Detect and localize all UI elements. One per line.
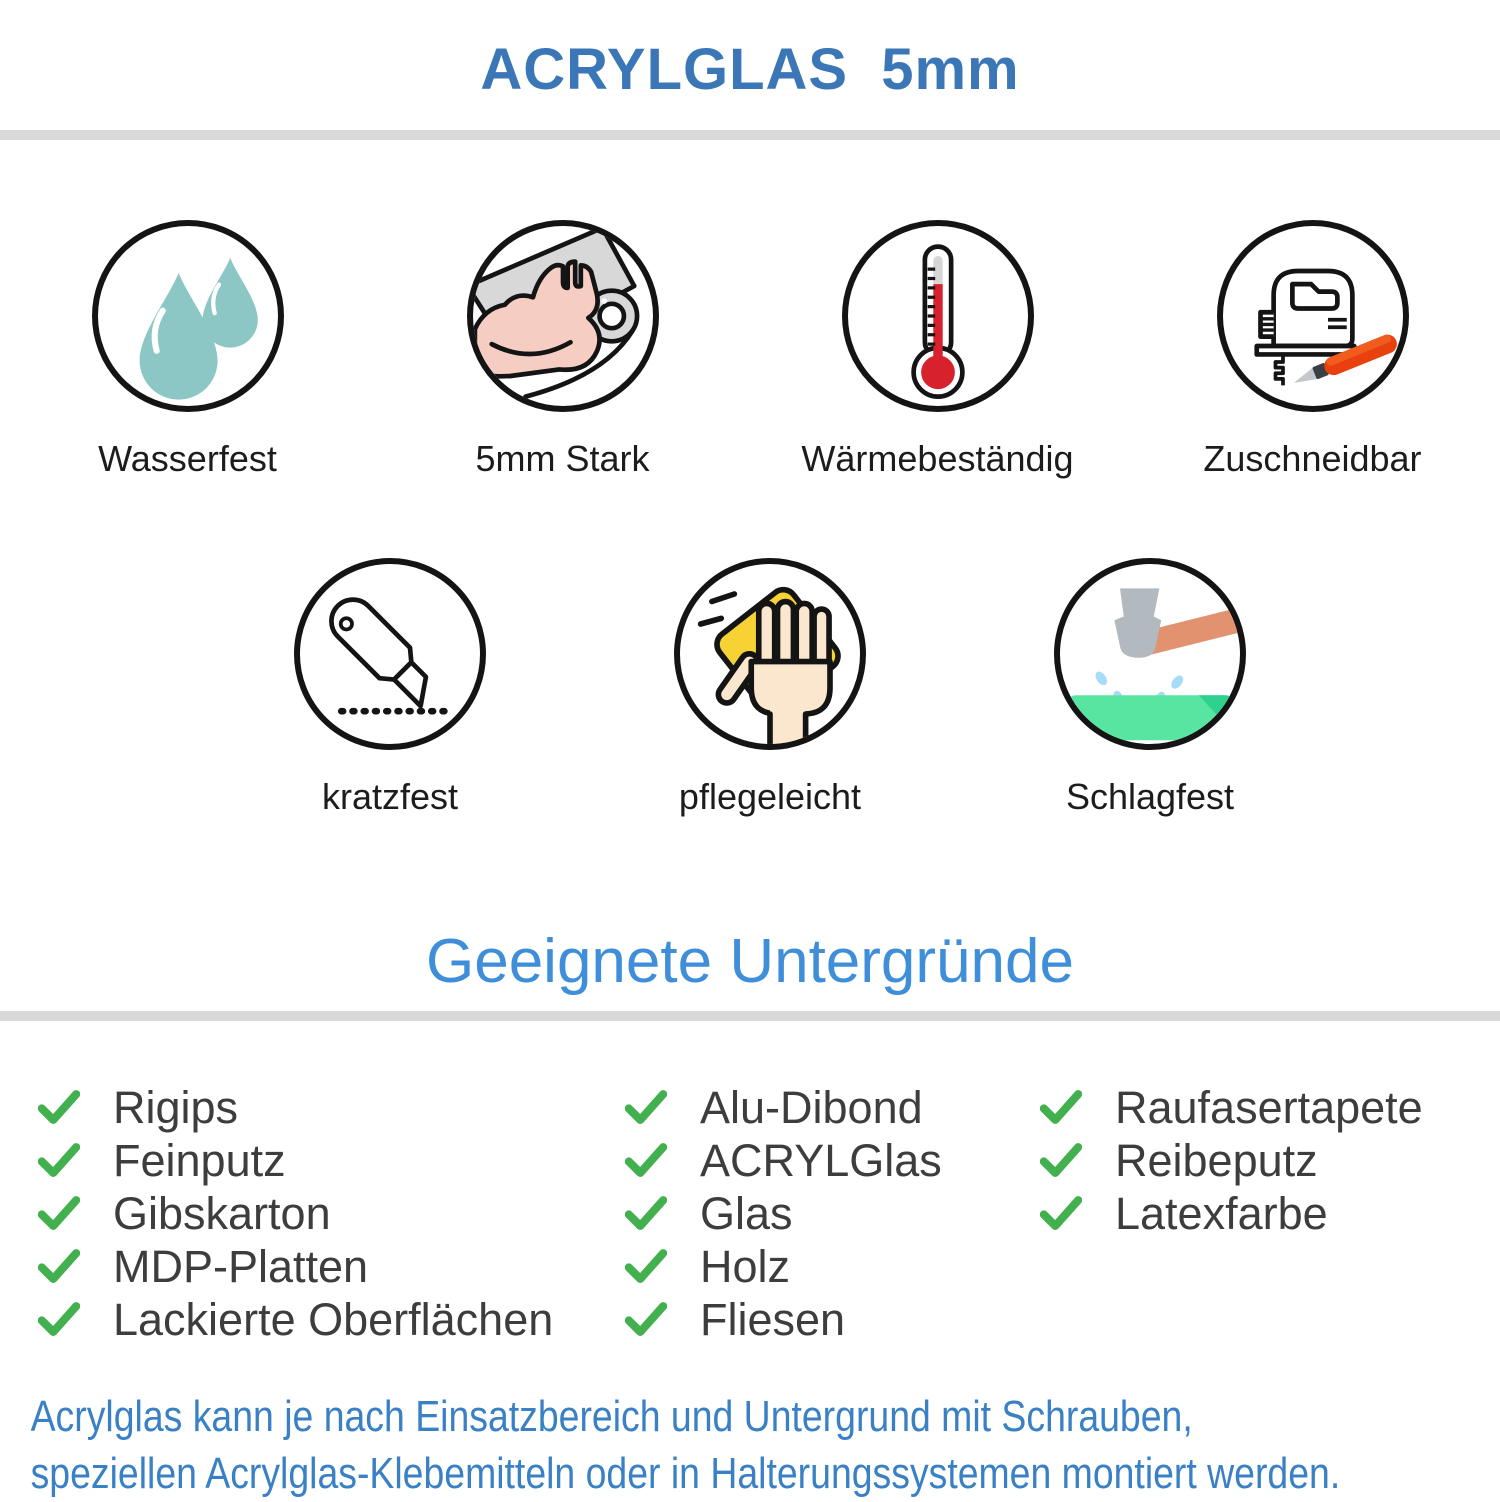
checklist-column-1 (38, 1081, 625, 1346)
substrates-heading: Geeignete Untergründe (425, 927, 1074, 996)
feature-pflegeleicht (580, 558, 960, 818)
feature-label: Wärmebeständig (801, 438, 1074, 479)
divider-middle (0, 1011, 1500, 1021)
list-item-label: Glas (700, 1187, 793, 1239)
feature-waermebestaendig (750, 220, 1125, 480)
thermometer-icon (842, 220, 1034, 412)
hammer-icon (1054, 558, 1246, 750)
list-item (1040, 1134, 1500, 1187)
jigsaw-icon (1217, 220, 1409, 412)
list-item (38, 1187, 625, 1240)
list-item-label: Feinputz (113, 1134, 286, 1186)
list-item (38, 1293, 625, 1346)
list-item-label: Rigips (113, 1081, 239, 1133)
list-item (625, 1134, 1040, 1187)
feature-wasserfest (0, 220, 375, 480)
muscle-arm-icon (467, 220, 659, 412)
footer-line-2: speziellen Acrylglas-Klebemitteln oder in Halterungssystemen montiert werden. (30, 1449, 1341, 1498)
check-icon (1040, 1196, 1082, 1231)
footer-note (0, 1388, 1341, 1502)
list-item-label: Lackierte Oberflächen (113, 1293, 554, 1345)
cleaning-cloth-hand-icon (674, 558, 866, 750)
feature-label: kratzfest (321, 776, 459, 817)
feature-5mm-stark (375, 220, 750, 480)
feature-label: 5mm Stark (475, 438, 650, 479)
header (0, 0, 1500, 130)
list-item (625, 1187, 1040, 1240)
list-item-label: Latexfarbe (1115, 1187, 1328, 1239)
feature-kratzfest (200, 558, 580, 818)
list-item (38, 1134, 625, 1187)
list-item-label: MDP-Platten (113, 1240, 369, 1292)
list-item (1040, 1187, 1500, 1240)
list-item-label: Alu-Dibond (700, 1081, 923, 1133)
list-item (625, 1240, 1040, 1293)
list-item (38, 1081, 625, 1134)
list-item-label: Holz (700, 1240, 791, 1292)
checklist-column-3 (1040, 1081, 1500, 1346)
feature-row-2 (200, 558, 1340, 818)
list-item (1040, 1081, 1500, 1134)
list-item-label: Fliesen (700, 1293, 846, 1345)
utility-knife-icon (294, 558, 486, 750)
water-drops-icon (92, 220, 284, 412)
check-icon (38, 1090, 80, 1125)
check-icon (1040, 1143, 1082, 1178)
feature-label: pflegeleicht (678, 776, 862, 817)
check-icon (625, 1090, 667, 1125)
page-title: ACRYLGLAS 5mm (480, 37, 1020, 102)
list-item (625, 1081, 1040, 1134)
check-icon (38, 1302, 80, 1337)
check-icon (625, 1302, 667, 1337)
check-icon (38, 1196, 80, 1231)
list-item-label: Raufasertapete (1115, 1081, 1423, 1133)
list-item (38, 1240, 625, 1293)
check-icon (38, 1143, 80, 1178)
check-icon (1040, 1090, 1082, 1125)
check-icon (625, 1143, 667, 1178)
check-icon (625, 1249, 667, 1284)
checklist-column-2 (625, 1081, 1040, 1346)
substrates-checklist (0, 1081, 1500, 1346)
check-icon (38, 1249, 80, 1284)
feature-label: Wasserfest (98, 438, 277, 479)
list-item-label: ACRYLGlas (700, 1134, 942, 1186)
feature-row-1 (0, 220, 1500, 480)
feature-zuschneidbar (1125, 220, 1500, 480)
list-item-label: Gibskarton (113, 1187, 331, 1239)
feature-label: Schlagfest (1065, 776, 1235, 817)
feature-schlagfest (960, 558, 1340, 818)
check-icon (625, 1196, 667, 1231)
list-item (625, 1293, 1040, 1346)
feature-label: Zuschneidbar (1203, 438, 1422, 479)
footer-line-1: Acrylglas kann je nach Einsatzbereich und Untergrund mit Schrauben, (30, 1392, 1193, 1441)
list-item-label: Reibeputz (1115, 1134, 1318, 1186)
divider-top (0, 130, 1500, 140)
